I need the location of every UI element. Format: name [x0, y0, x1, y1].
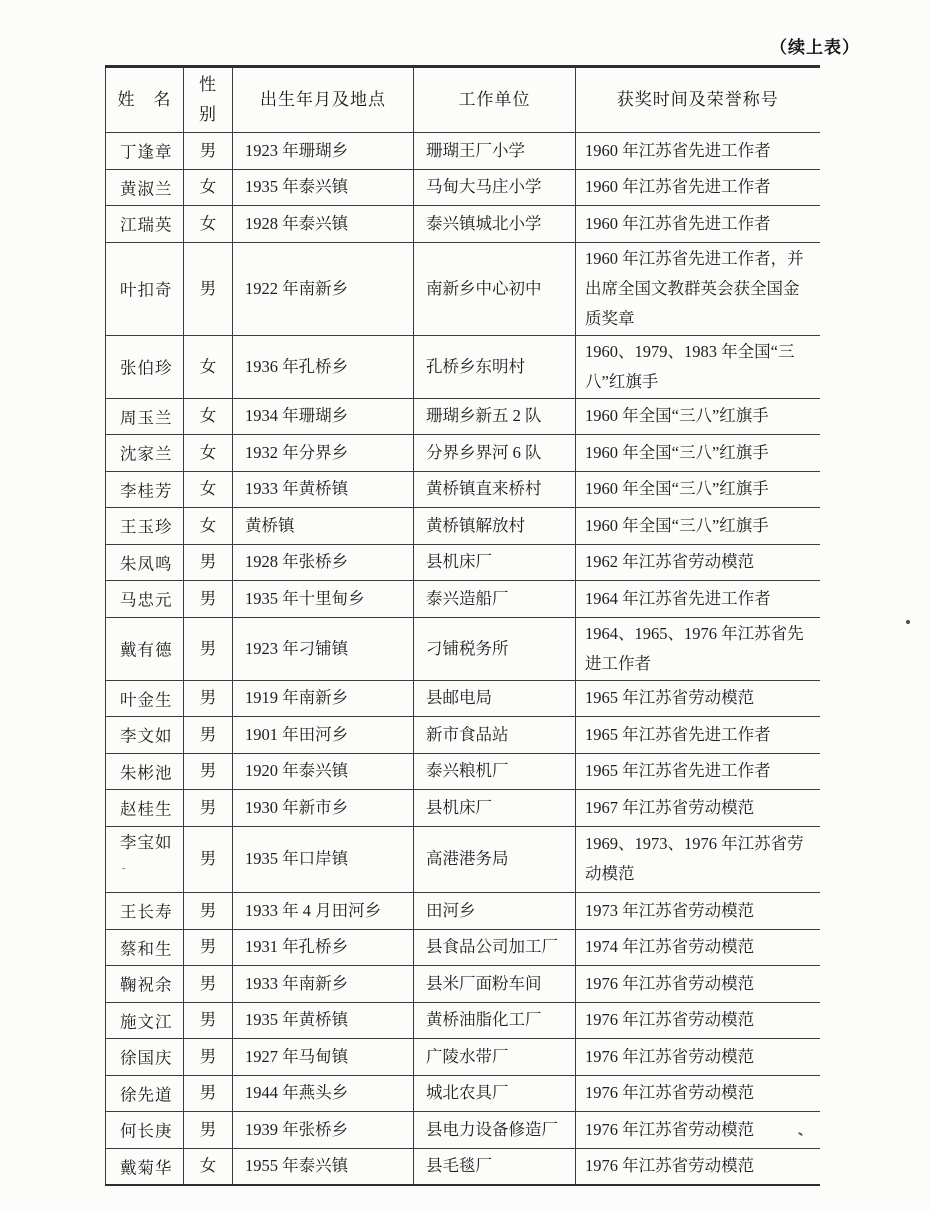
cell-name [106, 169, 184, 206]
cell-birth: 1919 年南新乡 [233, 680, 414, 717]
scan-speck [906, 620, 910, 624]
name-mark: ˉ [122, 866, 127, 878]
cell-unit: 马甸大马庄小学 [414, 169, 576, 206]
name-mark [173, 143, 175, 154]
cell-award: 1960 年全国“三八”红旗手 [576, 508, 820, 545]
name-mark [173, 482, 175, 493]
cell-award: 1973 年江苏省劳动模范 [576, 893, 820, 930]
cell-birth: 1936 年孔桥乡 [233, 335, 414, 398]
cell-gender: 男 [184, 617, 233, 680]
cell-name [106, 206, 184, 243]
cell-award: 1960 年江苏省先进工作者 [576, 206, 820, 243]
cell-birth: 1933 年 4 月田河乡 [233, 893, 414, 930]
cell-name [106, 242, 184, 335]
cell-unit: 泰兴造船厂 [414, 581, 576, 618]
cell-gender: 男 [184, 1039, 233, 1076]
table-row [106, 242, 820, 335]
person-name: 丁逢章 [120, 142, 173, 162]
table-row [106, 1075, 820, 1112]
cell-gender: 男 [184, 717, 233, 754]
cell-birth: 1923 年刁铺镇 [233, 617, 414, 680]
cell-award: 1965 年江苏省先进工作者 [576, 753, 820, 790]
table-row [106, 206, 820, 243]
table-row [106, 581, 820, 618]
cell-gender: 女 [184, 398, 233, 435]
cell-award: 1976 年江苏省劳动模范 [576, 1075, 820, 1112]
cell-unit: 县邮电局 [414, 680, 576, 717]
table-row [106, 893, 820, 930]
cell-name [106, 335, 184, 398]
cell-unit: 珊瑚王厂小学 [414, 133, 576, 170]
cell-birth: 1901 年田河乡 [233, 717, 414, 754]
cell-unit: 刁铺税务所 [414, 617, 576, 680]
cell-gender: 男 [184, 893, 233, 930]
person-name: 马忠元 [120, 590, 173, 610]
cell-birth: 1927 年马甸镇 [233, 1039, 414, 1076]
table-row [106, 133, 820, 170]
cell-name [106, 966, 184, 1003]
cell-name [106, 1148, 184, 1185]
person-name: 王玉珍 [120, 517, 173, 537]
name-mark [173, 903, 175, 914]
name-mark [173, 409, 175, 420]
name-mark [173, 1086, 175, 1097]
cell-birth: 黄桥镇 [233, 508, 414, 545]
name-mark [173, 555, 175, 566]
cell-award: 1964、1965、1976 年江苏省先进工作者 [576, 617, 820, 680]
cell-birth: 1932 年分界乡 [233, 435, 414, 472]
cell-birth: 1928 年张桥乡 [233, 544, 414, 581]
cell-name [106, 398, 184, 435]
cell-birth: 1922 年南新乡 [233, 242, 414, 335]
cell-gender: 男 [184, 242, 233, 335]
cell-name [106, 1002, 184, 1039]
cell-unit: 分界乡界河 6 队 [414, 435, 576, 472]
cell-birth: 1928 年泰兴镇 [233, 206, 414, 243]
cell-unit: 城北农具厂 [414, 1075, 576, 1112]
cell-name [106, 471, 184, 508]
person-name: 王长寿 [120, 902, 173, 922]
name-mark [173, 764, 175, 775]
person-name: 沈家兰 [120, 444, 173, 464]
cell-name [106, 581, 184, 618]
cell-award: 1965 年江苏省先进工作者 [576, 717, 820, 754]
cell-name [106, 717, 184, 754]
person-name: 李桂芳 [120, 481, 173, 500]
cell-award: 1976 年江苏省劳动模范 [576, 966, 820, 1003]
cell-award: 1964 年江苏省先进工作者 [576, 581, 820, 618]
header-unit: 工作单位 [414, 67, 576, 133]
cell-name [106, 617, 184, 680]
person-name: 朱彬池 [120, 763, 173, 782]
cell-award: 1960、1979、1983 年全国“三八”红旗手 [576, 335, 820, 398]
name-mark [173, 641, 175, 652]
cell-gender: 男 [184, 929, 233, 966]
cell-birth: 1934 年珊瑚乡 [233, 398, 414, 435]
cell-unit: 泰兴粮机厂 [414, 753, 576, 790]
cell-unit: 县机床厂 [414, 544, 576, 581]
cell-award: 1974 年江苏省劳动模范 [576, 929, 820, 966]
table-row [106, 717, 820, 754]
cell-birth: 1923 年珊瑚乡 [233, 133, 414, 170]
cell-birth: 1935 年口岸镇 [233, 826, 414, 893]
header-row [106, 67, 820, 133]
cell-award: 1960 年全国“三八”红旗手 [576, 398, 820, 435]
person-name: 戴菊华 [120, 1158, 173, 1177]
cell-birth: 1935 年十里甸乡 [233, 581, 414, 618]
name-mark [173, 591, 175, 602]
table-body [106, 133, 820, 1186]
table-row [106, 335, 820, 398]
table-row [106, 544, 820, 581]
name-mark [173, 1013, 175, 1024]
cell-birth: 1930 年新市乡 [233, 790, 414, 827]
table-row [106, 790, 820, 827]
table-row [106, 169, 820, 206]
cell-unit: 黄桥油脂化工厂 [414, 1002, 576, 1039]
awards-table [105, 65, 820, 1186]
cell-gender: 男 [184, 753, 233, 790]
cell-birth: 1933 年南新乡 [233, 966, 414, 1003]
cell-gender: 女 [184, 335, 233, 398]
cell-name [106, 133, 184, 170]
name-mark [173, 940, 175, 951]
cell-unit: 县毛毯厂 [414, 1148, 576, 1185]
cell-gender: 男 [184, 680, 233, 717]
cell-gender: 女 [184, 1148, 233, 1185]
table-row [106, 1002, 820, 1039]
cell-award: 1965 年江苏省劳动模范 [576, 680, 820, 717]
person-name: 徐先道 [120, 1085, 173, 1104]
name-mark [173, 445, 175, 456]
cell-gender: 男 [184, 1075, 233, 1112]
table-row [106, 680, 820, 717]
cell-unit: 田河乡 [414, 893, 576, 930]
header-award: 获奖时间及荣誉称号 [576, 67, 820, 133]
cell-award: 1976 年江苏省劳动模范 [576, 1039, 820, 1076]
cell-gender: 男 [184, 581, 233, 618]
person-name: 李文如 [120, 726, 173, 746]
name-mark [173, 976, 175, 987]
header-birth: 出生年月及地点 [233, 67, 414, 133]
cell-name [106, 790, 184, 827]
cell-gender: 男 [184, 133, 233, 170]
cell-name [106, 1075, 184, 1112]
cell-name [106, 435, 184, 472]
table-row [106, 1112, 820, 1149]
person-name: 张伯珍 [120, 358, 173, 378]
cell-birth: 1920 年泰兴镇 [233, 753, 414, 790]
name-mark [173, 1049, 175, 1060]
person-name: 李宝如 [120, 832, 173, 852]
cell-unit: 高港港务局 [414, 826, 576, 893]
name-mark [173, 1159, 175, 1170]
cell-name [106, 544, 184, 581]
person-name: 何长庚 [120, 1121, 173, 1141]
header-gender: 性别 [184, 67, 233, 133]
person-name: 周玉兰 [120, 408, 173, 427]
cell-birth: 1933 年黄桥镇 [233, 471, 414, 508]
cell-name [106, 753, 184, 790]
person-name: 叶金生 [120, 690, 173, 709]
cell-unit: 珊瑚乡新五 2 队 [414, 398, 576, 435]
table-row [106, 1148, 820, 1185]
cell-birth: 1935 年泰兴镇 [233, 169, 414, 206]
cell-award: 1976 年江苏省劳动模范 [576, 1112, 820, 1149]
cell-unit: 孔桥乡东明村 [414, 335, 576, 398]
person-name: 鞠祝余 [120, 975, 173, 995]
header-name: 姓 名 [106, 67, 184, 133]
table-row [106, 398, 820, 435]
cell-unit: 泰兴镇城北小学 [414, 206, 576, 243]
cell-name [106, 1112, 184, 1149]
person-name: 徐国庆 [120, 1048, 173, 1068]
cell-award: 1960 年全国“三八”红旗手 [576, 435, 820, 472]
cell-name [106, 1039, 184, 1076]
cell-name [106, 929, 184, 966]
cell-birth: 1939 年张桥乡 [233, 1112, 414, 1149]
table-row [106, 1039, 820, 1076]
cell-name [106, 680, 184, 717]
person-name: 戴有德 [120, 640, 173, 660]
cell-birth: 1935 年黄桥镇 [233, 1002, 414, 1039]
person-name: 黄淑兰 [120, 179, 173, 198]
table-row [106, 826, 820, 893]
cell-gender: 女 [184, 206, 233, 243]
name-mark [173, 1122, 175, 1133]
cell-unit: 县米厂面粉车间 [414, 966, 576, 1003]
cell-unit: 黄桥镇直来桥村 [414, 471, 576, 508]
name-mark [173, 691, 175, 702]
person-name: 施文江 [120, 1012, 173, 1031]
cell-award: 1960 年江苏省先进工作者 [576, 133, 820, 170]
cell-birth: 1944 年燕头乡 [233, 1075, 414, 1112]
name-mark [173, 359, 175, 370]
person-name: 赵桂生 [120, 799, 173, 819]
table-row [106, 929, 820, 966]
cell-name [106, 893, 184, 930]
name-mark [173, 281, 175, 292]
cell-award: 1976 年江苏省劳动模范 [576, 1148, 820, 1185]
cell-gender: 男 [184, 1002, 233, 1039]
cell-unit: 县食品公司加工厂 [414, 929, 576, 966]
table-row [106, 471, 820, 508]
continuation-note: （续上表） [770, 38, 860, 57]
cell-unit: 县机床厂 [414, 790, 576, 827]
cell-gender: 男 [184, 790, 233, 827]
cell-gender: 女 [184, 471, 233, 508]
person-name: 叶扣奇 [120, 280, 173, 300]
cell-award: 1960 年江苏省先进工作者，并出席全国文教群英会获全国金质奖章 [576, 242, 820, 335]
table-row [106, 508, 820, 545]
table-row [106, 435, 820, 472]
name-mark [173, 180, 175, 191]
cell-gender: 女 [184, 435, 233, 472]
person-name: 朱凤鸣 [120, 554, 173, 573]
cell-birth: 1931 年孔桥乡 [233, 929, 414, 966]
cell-award: 1969、1973、1976 年江苏省劳动模范 [576, 826, 820, 893]
cell-unit: 广陵水带厂 [414, 1039, 576, 1076]
cell-unit: 南新乡中心初中 [414, 242, 576, 335]
cell-unit: 黄桥镇解放村 [414, 508, 576, 545]
cell-gender: 男 [184, 544, 233, 581]
cell-award: 1960 年江苏省先进工作者 [576, 169, 820, 206]
person-name: 蔡和生 [120, 939, 173, 958]
cell-gender: 男 [184, 1112, 233, 1149]
cell-award: 1976 年江苏省劳动模范 [576, 1002, 820, 1039]
cell-unit: 县电力设备修造厂 [414, 1112, 576, 1149]
cell-name [106, 508, 184, 545]
cell-gender: 女 [184, 508, 233, 545]
table-row [106, 966, 820, 1003]
cell-birth: 1955 年泰兴镇 [233, 1148, 414, 1185]
cell-award: 1962 年江苏省劳动模范 [576, 544, 820, 581]
name-mark [173, 518, 175, 529]
cell-gender: 男 [184, 966, 233, 1003]
table-row [106, 617, 820, 680]
name-mark [173, 216, 175, 227]
cell-award: 1960 年全国“三八”红旗手 [576, 471, 820, 508]
cell-award: 1967 年江苏省劳动模范 [576, 790, 820, 827]
cell-gender: 女 [184, 169, 233, 206]
table-header [106, 67, 820, 133]
cell-unit: 新市食品站 [414, 717, 576, 754]
cell-name [106, 826, 184, 893]
person-name: 江瑞英 [120, 215, 173, 235]
cell-gender: 男 [184, 826, 233, 893]
name-mark [173, 727, 175, 738]
name-mark [173, 800, 175, 811]
table-row [106, 753, 820, 790]
